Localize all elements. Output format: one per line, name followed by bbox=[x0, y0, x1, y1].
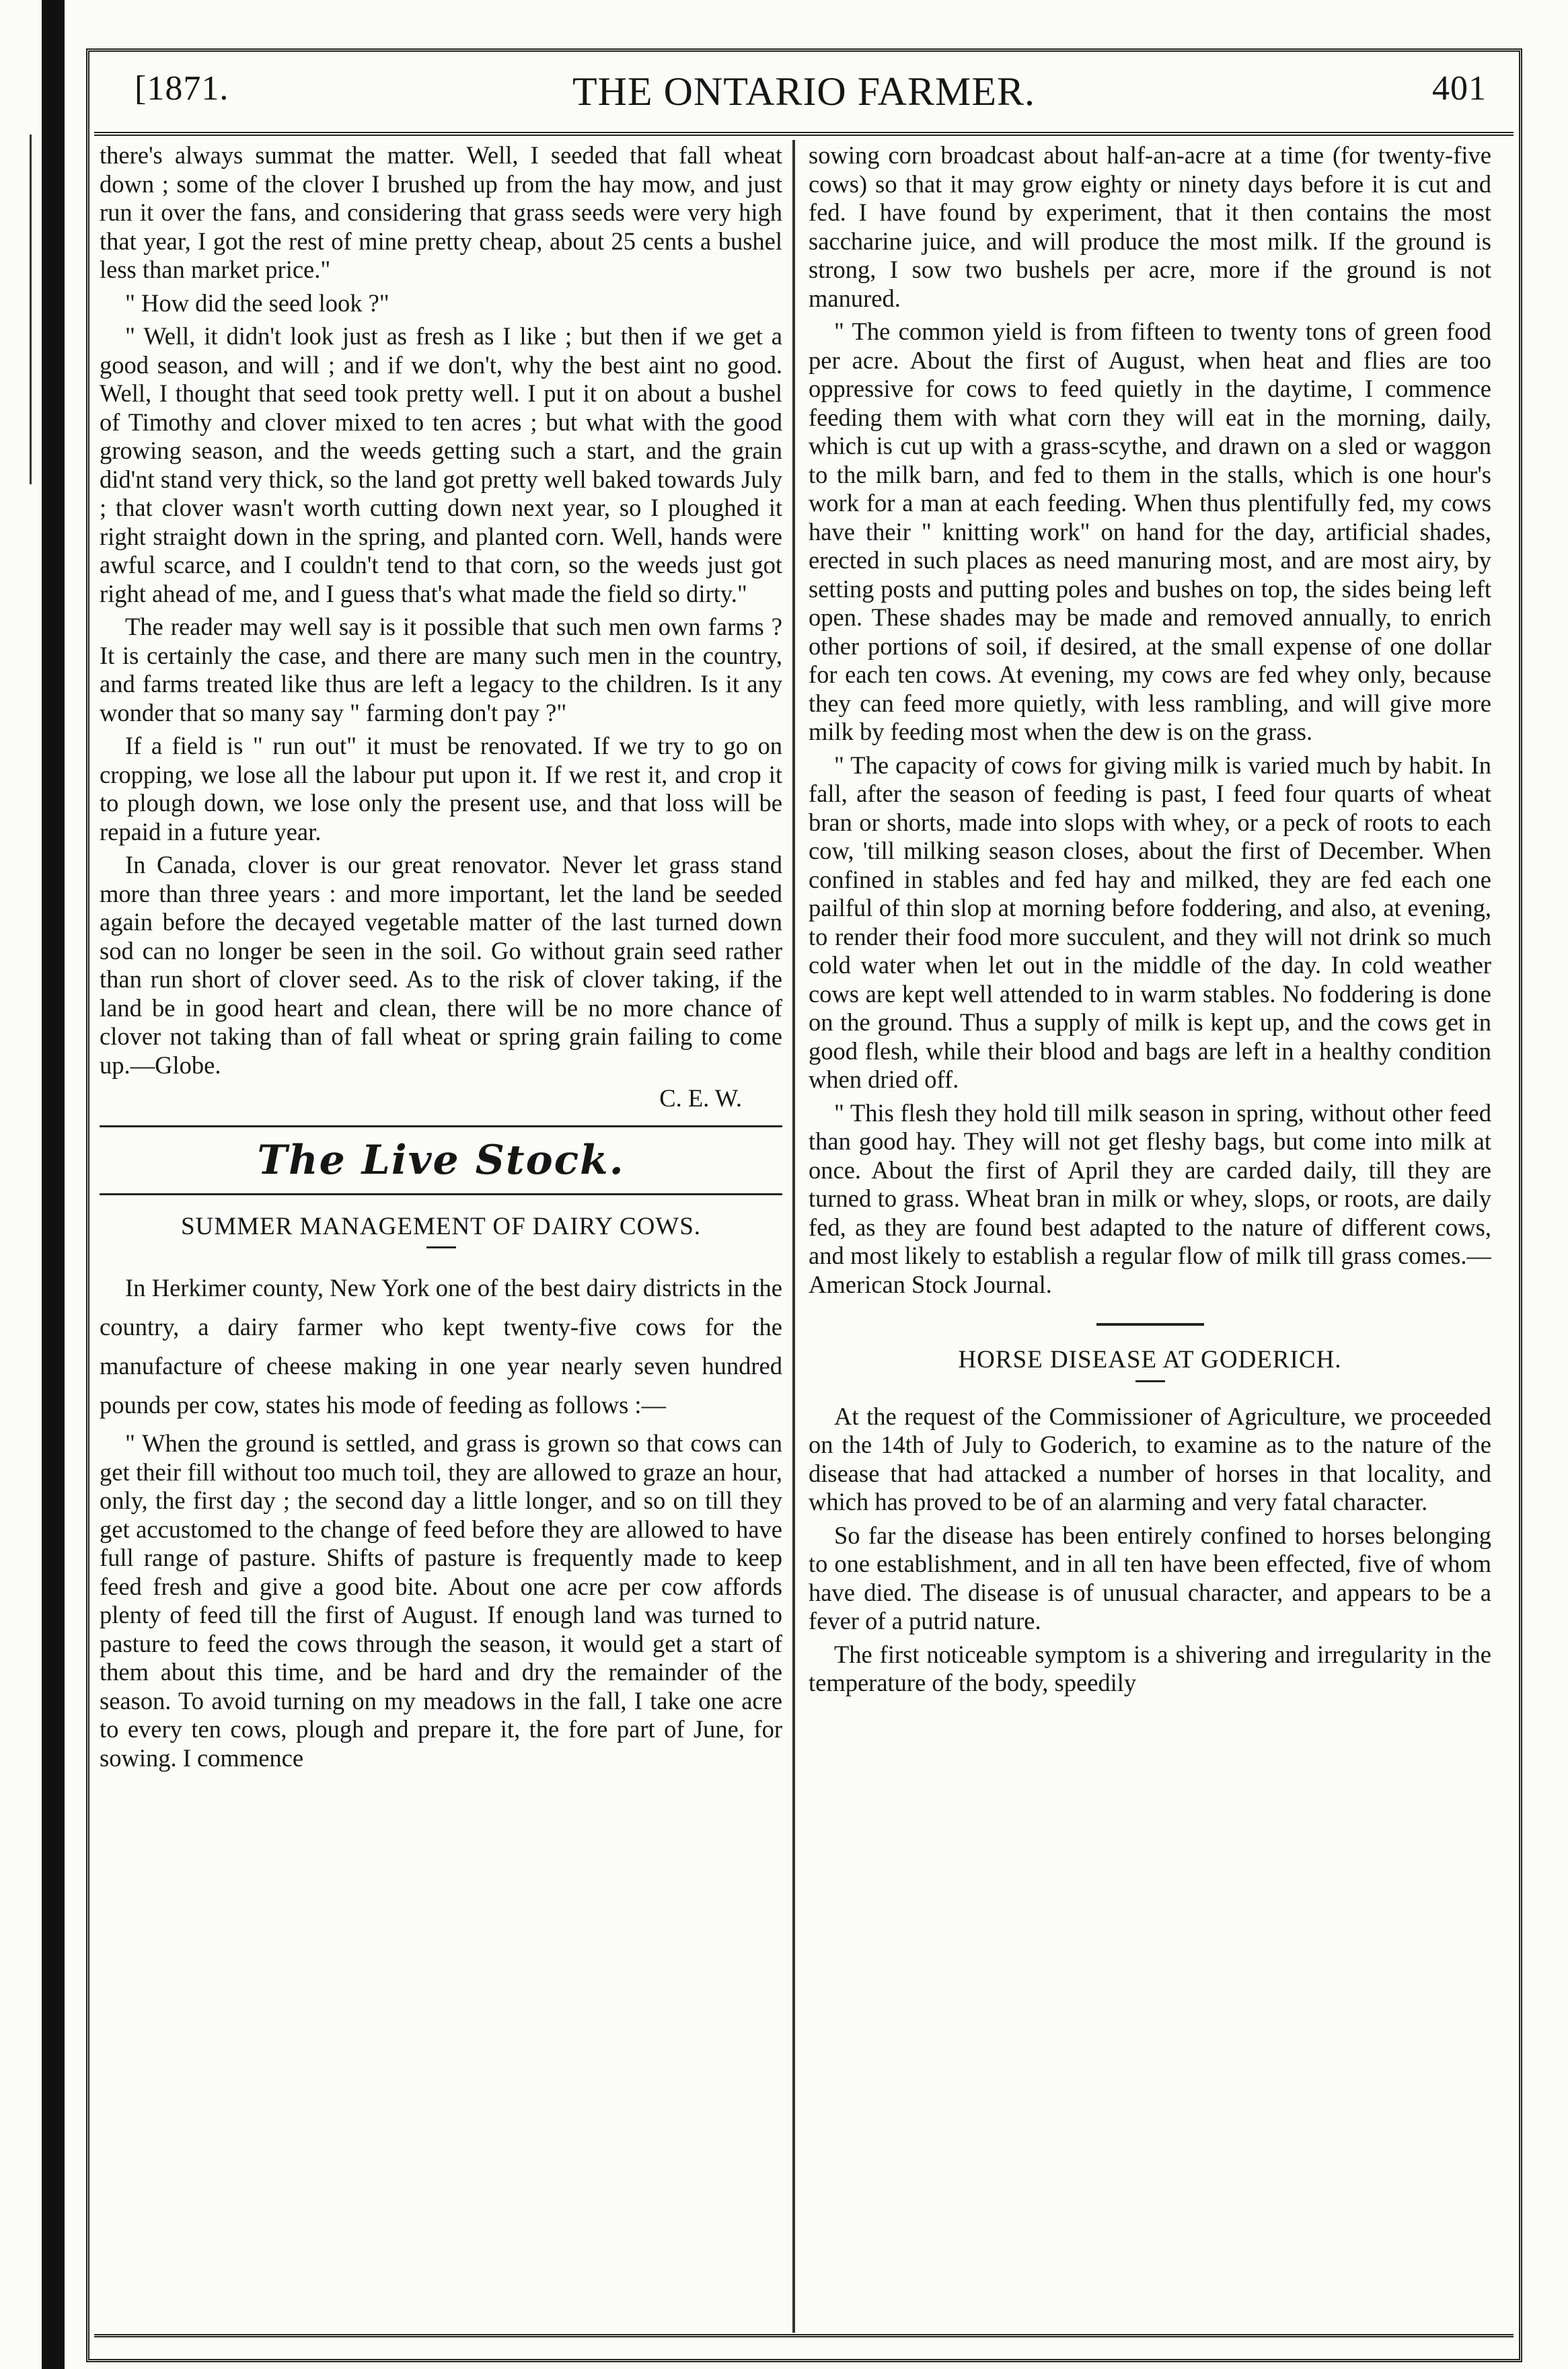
article-title: HORSE DISEASE AT GODERICH. bbox=[958, 1346, 1342, 1374]
article-title: SUMMER MANAGEMENT OF DAIRY COWS. bbox=[180, 1212, 702, 1240]
section-heading: The Live Stock. bbox=[100, 1125, 782, 1195]
paragraph: In Herkimer county, New York one of the best dairy districts in the country, a dairy farmer who kept twenty-five cows for the manufacture of cheese making in one year nearly seven hundred pounds per cow, states his mode of feeding as follows :— bbox=[100, 1274, 782, 1419]
page-header bbox=[94, 62, 1514, 126]
signature: C. E. W. bbox=[659, 1084, 742, 1112]
paragraph: " The capacity of cows for giving milk is varied much by habit. In fall, after the season of feeding is past, I feed four quarts of wheat bran or shorts, made into slops with whey, or a peck of roots to each cow, 'till milking season closes, about the first of December. When confined in stables and fed hay and milked, they are fed each one pailful of thin slop at morning before foddering, and also, at evening, to render their food more succulent, and they will not drink so much cold water when let out in the middle of the day. In cold weather cows are kept well attended to in warm stables. No foddering is done on the ground. Thus a supply of milk is kept up, and the cows get in good flesh, while their blood and bags are left in a healthy condition when dried off. bbox=[809, 751, 1491, 1093]
paragraph: sowing corn broadcast about half-an-acre at a time (for twenty-five cows) so that it may grow eighty or ninety days before it is cut and fed. I have found by experiment, that it then contains the most saccharine juice, and will produce the most milk. If the ground is strong, I sow two bushels per acre, more if the ground is not manured. bbox=[809, 141, 1491, 312]
paragraph: there's always summat the matter. Well, I seeded that fall wheat down ; some of the clover I brushed up from the hay mow, and just run it over the fans, and considering that grass seeds were very high that year, I got the rest of mine pretty cheap, about 25 cents a bushel less than market price." bbox=[100, 141, 782, 283]
header-year: [1871. bbox=[135, 69, 229, 108]
header-title: THE ONTARIO FARMER. bbox=[572, 69, 1036, 114]
paragraph: So far the disease has been entirely confined to horses belonging to one establishment, and in all ten have been effected, five of whom have died. The disease is of unusual character, and appears to be a fever of a putrid nature. bbox=[809, 1521, 1491, 1634]
header-rule bbox=[94, 132, 1514, 136]
separator-rule bbox=[1096, 1323, 1204, 1326]
paragraph: " How did the seed look ?" bbox=[125, 289, 389, 317]
title-dash bbox=[426, 1246, 456, 1248]
right-column bbox=[809, 141, 1491, 2327]
paragraph: The reader may well say is it possible that such men own farms ? It is certainly the case, and there are many such men in the country, and farms treated like thus are left a legacy to the children. Is it any wonder that so many say " farming don't pay ?" bbox=[100, 613, 782, 726]
paragraph: At the request of the Commissioner of Agriculture, we proceeded on the 14th of July to Goderich, to examine as to the nature of the disease that had attacked a number of horses in that locality, and which has proved to be of an alarming and very fatal character. bbox=[809, 1402, 1491, 1515]
paragraph: If a field is " run out" it must be renovated. If we try to go on cropping, we lose all the labour put upon it. If we rest it, and crop it to plough down, we lose only the present use, and that loss will be repaid in a future year. bbox=[100, 732, 782, 845]
paragraph: " Well, it didn't look just as fresh as I like ; but then if we get a good season, and will ; and if we don't, why the best aint no good. Well, I thought that seed took pretty well. I put it on about a bushel of Timothy and clover mixed to ten acres ; but what with the good growing season, and the weeds getting such a start, and the grain did'nt stand very thick, so the land got pretty well baked towards July ; that clover wasn't worth cutting down next year, so I ploughed it right straight down in the spring, and planted corn. Well, hands were awful scarce, and I couldn't tend to that corn, so the weeds just got right ahead of me, and I guess that's what made the field so dirty." bbox=[100, 322, 782, 607]
title-dash bbox=[1135, 1380, 1165, 1382]
left-column bbox=[100, 141, 782, 2327]
page-edge-marks bbox=[3, 135, 32, 484]
bottom-rule bbox=[94, 2334, 1514, 2337]
paragraph: " This flesh they hold till milk season in spring, without other feed than good hay. They will not get fleshy bags, but come into milk at once. About the first of April they are carded daily, till they are turned to grass. Wheat bran in milk or whey, slops, or roots, are daily fed, as they are found best adapted to the nature of different cows, and most likely to establish a regular flow of milk till grass comes.—American Stock Journal. bbox=[809, 1098, 1491, 1298]
paragraph: " The common yield is from fifteen to twenty tons of green food per acre. About the first of August, when heat and flies are too oppressive for cows to feed quietly in the daytime, I commence feeding them with what corn they will eat in the morning, daily, which is cut up with a grass-scythe, and drawn on a sled or waggon to the milk barn, and fed to them in the stalls, which is one hour's work for a man at each feeding. When thus plentifully fed, my cows have their " knitting work" on hand for the day, artificial shades, erected in such places as need manuring most, and are most airy, by setting posts and putting poles and bushes on top, the sides being left open. These shades may be made and removed annually, to enrich other portions of soil, if desired, at the small expense of one dollar for each ten cows. At evening, my cows are fed whey only, because they can feed more quietly, with less rambling, and will give more milk by feeding most when the dew is on the grass. bbox=[809, 317, 1491, 745]
paragraph: In Canada, clover is our great renovator. Never let grass stand more than three years : and more important, let the land be seeded again before the decayed vegetable matter of the last turned down sod can no longer be seen in the soil. Go without grain seed rather than run short of clover seed. As to the risk of clover taking, if the land be in good heart and clean, there will be no more chance of clover not taking than of fall wheat or spring grain failing to come up.—Globe. bbox=[100, 851, 782, 1079]
header-page-number: 401 bbox=[1432, 69, 1487, 108]
column-divider bbox=[792, 140, 795, 2333]
article-body bbox=[100, 1269, 782, 1425]
paragraph: " When the ground is settled, and grass is grown so that cows can get their fill without too much toil, they are allowed to graze an hour, only, the first day ; the second day a little longer, and so on till they get accustomed to the change of feed before they are allowed to have full range of pasture. Shifts of pasture is frequently made to keep feed fresh and give a good bite. About one acre per cow affords plenty of feed till the first of August. If enough land was turned to pasture to feed the cows through the season, it would get a start of them about this time, and be hard and dry the remainder of the season. To avoid turning on my meadows in the fall, I take one acre to every ten cows, plough and prepare it, the fore part of June, for sowing. I commence bbox=[100, 1429, 782, 1772]
binding-spine bbox=[42, 0, 65, 2369]
paragraph: The first noticeable symptom is a shivering and irregularity in the temperature of the body, speedily bbox=[809, 1640, 1491, 1696]
